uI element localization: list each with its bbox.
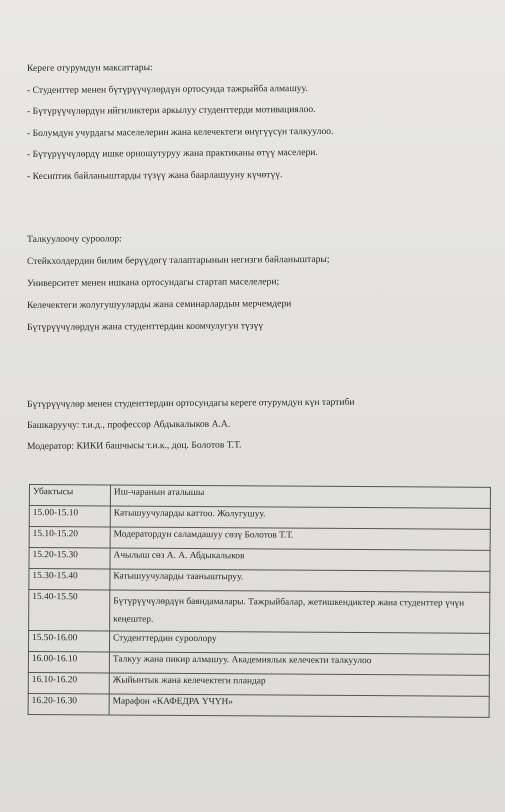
agenda-section [27,394,485,457]
question-item: Университет менен ишкана ортосундагы стартап маселелери; [26,276,280,289]
row-event: Катышуучуларды каттоо. Жолугушуу. [110,506,490,529]
agenda-moderator: Модератор: КИКИ башчысы т.и.к., доц. Болотов Т.Т. [26,439,242,452]
goals-section [27,58,485,187]
row-time: 15.00-15.10 [29,506,110,527]
goal-item: - Студенттер менен бүтүрүүчүлөрдүн ортосунда тажрыйба алмашуу. [26,82,308,96]
row-time: 15.30-15.40 [29,569,110,590]
goal-item: - Кесиптик байланыштарды түзүү жана баарлашууну күчөтүү. [26,168,283,182]
schedule-table [28,484,491,718]
table-header-row [29,485,490,509]
row-event: Студенттердин суроолору [109,631,489,654]
question-item: Стейкхолдердин билим берүүдөгү талаптарынын негизги байланыштары; [26,253,330,267]
row-time: 15.50-16.00 [28,631,109,652]
row-time: 15.10-15.20 [29,527,110,548]
row-event: Бүтүрүүчүлөрдүн баяндамалары. Тажрыйбалар, жетишкендиктер жана студенттер үчүн кеңештер. [110,590,490,633]
table-row [29,569,490,593]
row-event: Марафон «КАФЕДРА ҮЧҮН» [109,694,489,717]
header-event: Иш-чаранын аталышы [110,485,490,508]
row-event: Катышуучуларды тааныштыруу. [110,569,490,592]
table-row [29,548,490,572]
row-event: Жыйынтык жана келечектеги пландар [109,673,489,696]
table-row [28,651,489,675]
goal-item: - Болумдун учурдагы маселелерин жана келечектеги өнүгүүсүн талкуулоо. [26,125,334,139]
table-row [28,631,489,655]
question-item: Бүтүрүүчүлөрдүн жана студенттердин коомчулугун түзүү [26,320,264,333]
questions-heading: Талкуулоочу суроолор: [26,233,122,245]
table-row [29,527,490,551]
agenda-title: Бүтүрүүчүлөр менен студенттердин ортосундагы кереге отурумдун күн тартиби [26,396,355,410]
table-row [29,590,490,634]
header-time: Убактысы [29,485,110,506]
row-time: 16.00-16.10 [28,651,109,672]
table-row [28,693,489,717]
row-time: 15.40-15.50 [29,590,110,631]
table-row [29,506,490,530]
agenda-leader: Башкаруучу: т.и.д., профессор Абдыкалыков А.А. [26,418,231,431]
row-event: Ачылыш сөз А. А. Абдыкалыков [110,548,490,571]
questions-section [27,229,485,339]
row-time: 16.10-16.20 [28,672,109,693]
row-time: 16.20-16.30 [28,693,109,714]
goal-item: - Бүтүрүүчүлөрдү ишке орношутуруу жана практиканы өтүү маселери. [26,146,318,160]
goals-heading: Кереге отурумдун максаттары: [26,62,153,74]
row-time: 15.20-15.30 [29,548,110,569]
row-event: Талкуу жана пикир алмашуу. Академиялык келечекти талкуулоо [109,652,489,675]
row-event: Модератордун саламдашуу сөзү Болотов Т.Т. [110,527,490,550]
question-item: Келечектеги жолугушууларды жана семинарлардын мерчемдери [26,298,292,311]
table-row [28,672,489,696]
goal-item: - Бүтүрүүчүлөрдүн ийгиликтери аркылуу студенттерди мотивациялоо. [26,103,316,117]
